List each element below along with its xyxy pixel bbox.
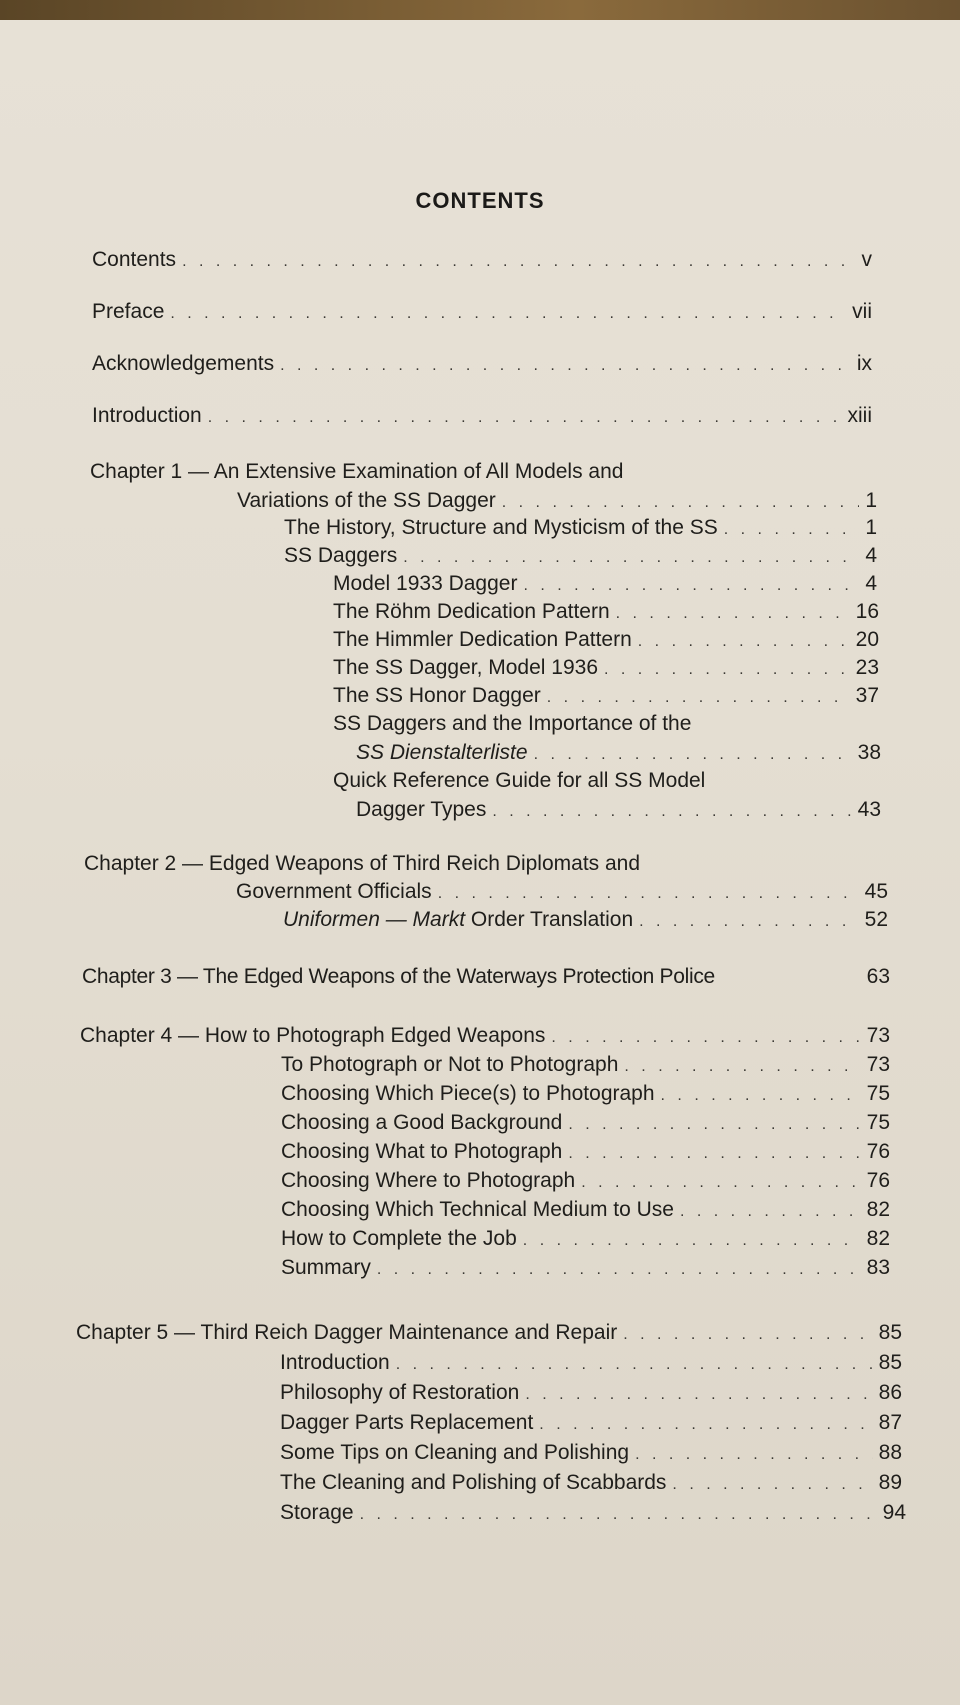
toc-entry-page: 73: [866, 1024, 890, 1047]
toc-entry-page: 37: [855, 684, 879, 707]
toc-entry-label: [356, 741, 528, 765]
toc-entry: [281, 1111, 890, 1135]
toc-entry-label: Storage: [280, 1501, 354, 1524]
toc-entry-page: 76: [866, 1169, 890, 1192]
toc-entry-page: 85: [878, 1351, 902, 1374]
toc-entry: [281, 1169, 890, 1193]
toc-entry-page: 16: [855, 600, 879, 623]
toc-entry-page: 23: [855, 656, 879, 679]
toc-entry-page: 87: [878, 1411, 902, 1434]
italic-title: SS Dienstalterliste: [356, 741, 528, 764]
toc-entry-page: 1: [865, 516, 877, 539]
toc-entry: [333, 628, 879, 652]
toc-entry: [333, 656, 879, 680]
toc-entry-page: v: [861, 248, 872, 271]
toc-entry-preface: [92, 300, 872, 324]
toc-entry: [280, 1501, 906, 1525]
toc-entry: [281, 1256, 890, 1280]
toc-entry-label: Introduction: [280, 1351, 390, 1374]
toc-entry: [281, 1140, 890, 1164]
toc-entry-label: The SS Honor Dagger: [333, 684, 541, 707]
toc-entry: [281, 1227, 890, 1251]
toc-entry: [280, 1411, 902, 1435]
toc-entry-label: Variations of the SS Dagger: [237, 489, 496, 512]
toc-entry: [333, 572, 877, 596]
toc-entry-label: Summary: [281, 1256, 371, 1279]
toc-entry-label: Choosing a Good Background: [281, 1111, 563, 1134]
toc-entry-label: Dagger Parts Replacement: [280, 1411, 534, 1434]
toc-entry: [333, 600, 879, 624]
toc-entry-label: Acknowledgements: [92, 352, 275, 375]
toc-entry: [356, 741, 881, 765]
toc-entry-contents: [92, 248, 872, 272]
toc-entry-page: 1: [865, 489, 877, 512]
toc-entry-page: 82: [866, 1227, 890, 1250]
toc-entry-label: Preface: [92, 300, 165, 323]
toc-entry-label: SS Daggers and the Importance of the: [333, 712, 692, 735]
toc-entry: [280, 1381, 902, 1405]
toc-entry: [284, 516, 877, 540]
toc-entry: [284, 544, 877, 568]
toc-entry-page: 4: [865, 572, 877, 595]
toc-entry-label: To Photograph or Not to Photograph: [281, 1053, 619, 1076]
toc-entry-page: 89: [878, 1471, 902, 1494]
toc-entry-acknowledgements: [92, 352, 872, 376]
toc-entry-page: 82: [866, 1198, 890, 1221]
toc-entry-label: [283, 908, 633, 932]
toc-entry-label: The History, Structure and Mysticism of the SS: [284, 516, 718, 539]
toc-entry-page: 75: [866, 1111, 890, 1134]
toc-entry-label: Philosophy of Restoration: [280, 1381, 520, 1404]
toc-entry-label: Choosing What to Photograph: [281, 1140, 563, 1163]
toc-entry-page: xiii: [847, 404, 872, 427]
toc-entry-page: 85: [878, 1321, 902, 1344]
toc-entry-label: Chapter 3 — The Edged Weapons of the Waterways Protection Police: [82, 965, 715, 988]
toc-entry-label: SS Daggers: [284, 544, 398, 567]
toc-entry-page: 83: [866, 1256, 890, 1279]
toc-entry-label: Dagger Types: [356, 798, 487, 821]
toc-entry: [281, 1053, 890, 1077]
toc-entry-page: vii: [852, 300, 872, 323]
toc-entry-label: The Cleaning and Polishing of Scabbards: [280, 1471, 667, 1494]
toc-entry-label: The Himmler Dedication Pattern: [333, 628, 632, 651]
page-title: CONTENTS: [415, 188, 545, 213]
toc-entry-page: 38: [857, 741, 881, 764]
toc-entry: [280, 1441, 902, 1465]
toc-entry: [333, 684, 879, 708]
toc-entry: [281, 1198, 890, 1222]
toc-entry-page: 76: [866, 1140, 890, 1163]
toc-entry-label: Model 1933 Dagger: [333, 572, 518, 595]
toc-entry-page: 4: [865, 544, 877, 567]
toc-entry-page: 88: [878, 1441, 902, 1464]
toc-entry-page: 52: [864, 908, 888, 931]
toc-entry-label: Quick Reference Guide for all SS Model: [333, 769, 706, 792]
toc-entry-page: 45: [864, 880, 888, 903]
toc-entry-page: 86: [878, 1381, 902, 1404]
toc-entry-label: Some Tips on Cleaning and Polishing: [280, 1441, 630, 1464]
chapter-2-title: Chapter 2 — Edged Weapons of Third Reich Diplomats and: [84, 852, 641, 875]
toc-entry: [283, 908, 888, 932]
toc-entry-label: Introduction: [92, 404, 202, 427]
toc-entry-page: 73: [866, 1053, 890, 1076]
toc-entry-label: Chapter 5 — Third Reich Dagger Maintenance and Repair: [76, 1321, 618, 1344]
italic-title: Uniformen — Markt: [283, 908, 466, 931]
toc-entry: [356, 798, 881, 822]
toc-entry-label-rest: Order Translation: [465, 908, 634, 931]
toc-entry-label: How to Complete the Job: [281, 1227, 517, 1250]
toc-entry-label: Contents: [92, 248, 177, 271]
toc-entry-label: Choosing Which Piece(s) to Photograph: [281, 1082, 655, 1105]
toc-entry-label: The SS Dagger, Model 1936: [333, 656, 599, 679]
toc-entry-label: Chapter 4 — How to Photograph Edged Weapons: [80, 1024, 546, 1047]
toc-entry-page: ix: [856, 352, 872, 375]
toc-entry-page: 20: [855, 628, 879, 651]
toc-entry: [280, 1351, 902, 1375]
toc-entry: [280, 1471, 902, 1495]
toc-entry: [281, 1082, 890, 1106]
chapter-1-title: Chapter 1 — An Extensive Examination of All Models and: [90, 460, 624, 483]
toc-entry-page: 63: [866, 965, 890, 988]
toc-entry-page: 94: [882, 1501, 906, 1524]
toc-entry-page: 75: [866, 1082, 890, 1105]
toc-entry-label: The Röhm Dedication Pattern: [333, 600, 610, 623]
chapter-4-title: [80, 1024, 890, 1048]
toc-entry-label: Choosing Where to Photograph: [281, 1169, 576, 1192]
chapter-2-title-cont: [236, 880, 888, 904]
toc-entry-label: Government Officials: [236, 880, 432, 903]
toc-entry-page: 43: [857, 798, 881, 821]
chapter-1-title-cont: [237, 489, 877, 513]
toc-entry-label: Choosing Which Technical Medium to Use: [281, 1198, 674, 1221]
toc-entry-introduction: [92, 404, 872, 428]
chapter-3-title: [82, 965, 890, 989]
chapter-5-title: [76, 1321, 902, 1345]
